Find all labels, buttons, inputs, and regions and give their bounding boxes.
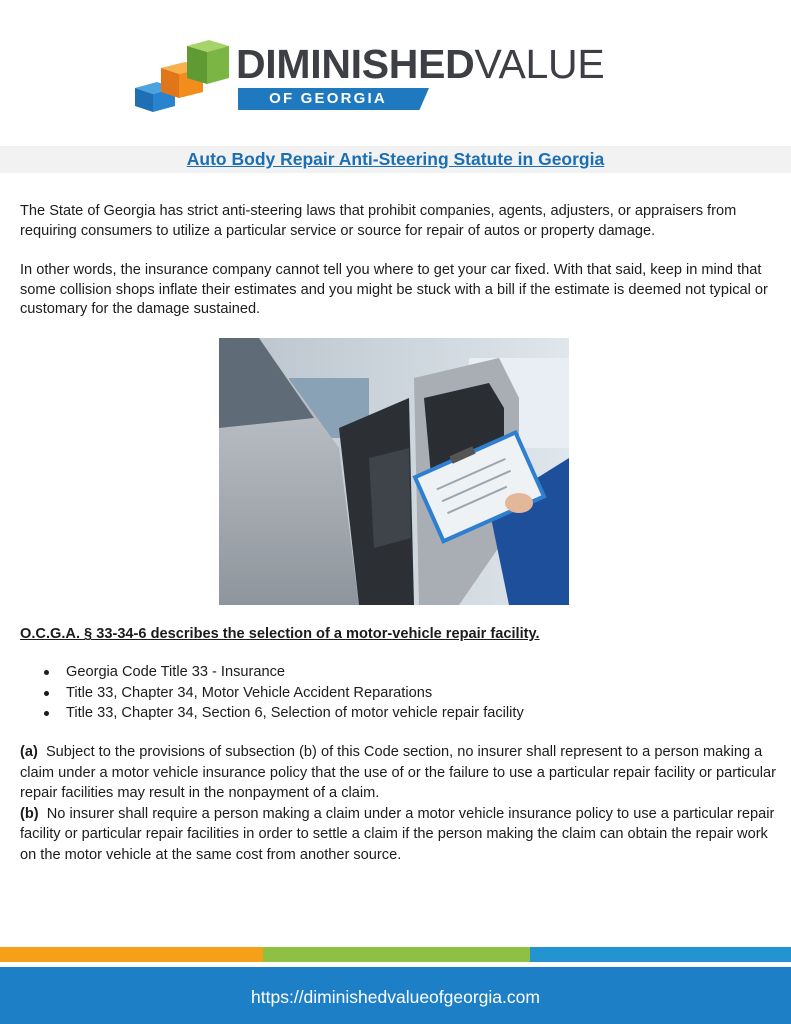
code-list <box>42 662 524 724</box>
intro-paragraph: The State of Georgia has strict anti-steering laws that prohibit companies, agents, adjusters, or appraisers from requiring consumers to utilize a particular service or source for repair of autos or property damage. <box>20 203 737 239</box>
clause-b-text: No insurer shall require a person making a claim under a motor vehicle insurance policy to use a particular repair facility or particular repair facilities in order to settle a claim if the person making the claim can obtain the repair work on the motor vehicle at the same cost from another source. <box>20 805 775 863</box>
logo-wordmark <box>236 41 604 87</box>
clause-b <box>20 804 780 866</box>
footer-stripe-orange <box>0 947 263 962</box>
logo-name-light: VALUE <box>474 41 605 87</box>
clause-b-label: (b) <box>20 805 39 822</box>
logo-name-bold: DIMINISHED <box>236 41 475 87</box>
site-logo[interactable] <box>133 38 653 118</box>
list-item: Georgia Code Title 33 - Insurance <box>42 662 524 683</box>
clause-a <box>20 742 780 804</box>
footer-stripe-green <box>263 947 530 962</box>
explanation-paragraph: In other words, the insurance company cannot tell you where to get your car fixed. With that said, keep in mind that some collision shops inflate their estimates and you might be stuck with a bill if the estimate is deemed not typical or customary for the damage sustained. <box>20 262 768 317</box>
car-inspection-photo <box>219 338 569 605</box>
logo-subtitle: OF GEORGIA <box>269 90 387 107</box>
statute-subheading: O.C.G.A. § 33-34-6 describes the selection of a motor-vehicle repair facility. <box>20 626 540 642</box>
statute-clauses <box>20 742 780 865</box>
list-item: Title 33, Chapter 34, Motor Vehicle Accident Reparations <box>42 683 524 704</box>
car-door-clipboard-icon <box>219 338 569 605</box>
page-title[interactable]: Auto Body Repair Anti-Steering Statute in Georgia <box>186 149 605 169</box>
clause-a-text: Subject to the provisions of subsection (b) of this Code section, no insurer shall represent to a person making a claim under a motor vehicle insurance policy that the use of or the failure to use a particular repair facility or particular repair facilities may result in the nonpayment of a claim. <box>20 744 776 801</box>
footer-url-link[interactable]: https://diminishedvalueofgeorgia.com <box>251 987 540 1007</box>
cubes-logo-icon <box>133 38 231 114</box>
clause-a-label: (a) <box>20 744 38 760</box>
list-item: Title 33, Chapter 34, Section 6, Selection of motor vehicle repair facility <box>42 703 524 724</box>
footer-stripe-blue <box>530 947 791 962</box>
